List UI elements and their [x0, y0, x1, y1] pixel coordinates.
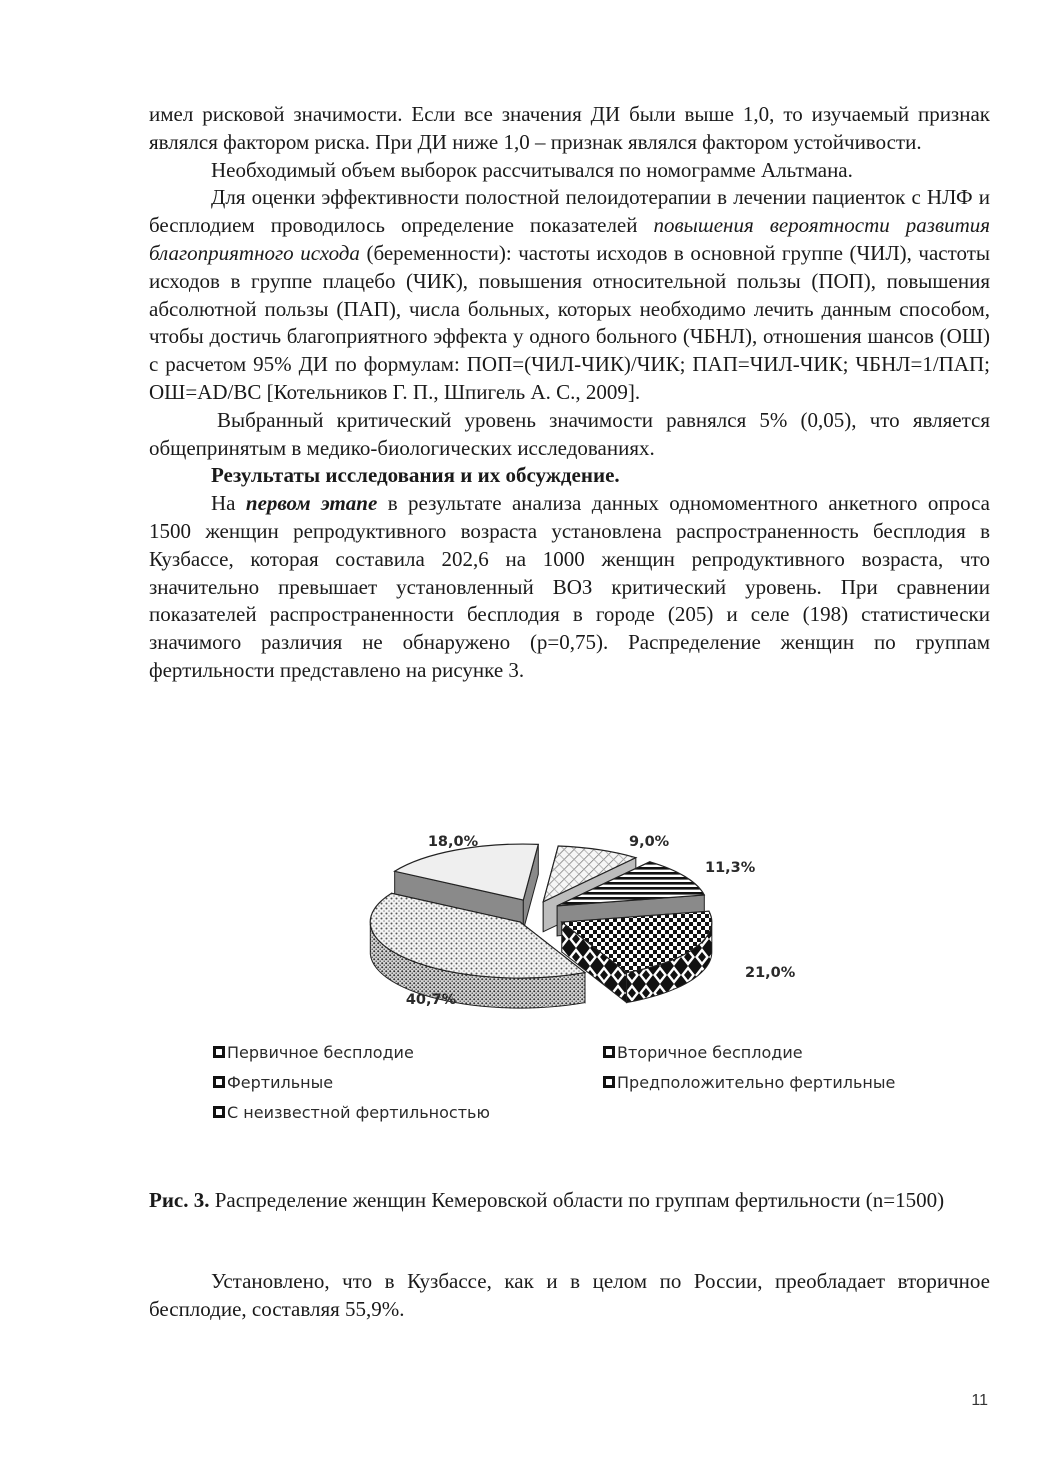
- legend-item-2: [603, 1043, 803, 1062]
- legend-item-3: [213, 1073, 333, 1092]
- paragraph-first-stage-start: На: [211, 491, 246, 516]
- paragraph-efficiency: [149, 184, 990, 406]
- legend-swatch-inner: [216, 1049, 222, 1055]
- legend-item-5: [213, 1103, 490, 1122]
- legend-swatch-inner: [606, 1049, 612, 1055]
- paragraph-efficiency-start: Для оценки эффективности полостной пелоидотерапии в лечении пациенток с НЛФ и бесплодием проводилось определение показателей: [149, 185, 990, 238]
- figure-caption: [149, 1187, 990, 1215]
- page-number: 11: [971, 1392, 988, 1409]
- paragraph-first-stage-end: в результате анализа данных одномоментного анкетного опроса 1500 женщин репродуктивного возраста установлена распространенность бесплодия в Кузбассе, которая составила 202,6 на 1000 женщин репродуктивного возраста, что значительно превышает установленный ВОЗ критический уровень. При сравнении показателей распространенности бесплодия в городе (205) и селе (198) статистически значимого различия не обнаружено (p=0,75). Распределение женщин по группам фертильности представлено на рисунке 3.: [149, 491, 990, 682]
- figure-caption-text: Распределение женщин Кемеровской области по группам фертильности (n=1500): [209, 1188, 945, 1212]
- pie-value-label-5: 18,0%: [427, 834, 479, 850]
- legend-label: Предположительно фертильные: [617, 1073, 896, 1092]
- legend-label: Первичное бесплодие: [227, 1043, 414, 1062]
- legend-item-4: [603, 1073, 895, 1092]
- legend-label: С неизвестной фертильностью: [227, 1103, 490, 1122]
- paragraph-conclusion: Установлено, что в Кузбассе, как и в целом по России, преобладает вторичное бесплодие, составляя 55,9%.: [149, 1269, 990, 1321]
- fertility-pie-chart: [205, 822, 965, 1132]
- figure-caption-label: Рис. 3.: [149, 1188, 210, 1212]
- legend-label: Вторичное бесплодие: [617, 1043, 803, 1062]
- paragraph-significance-level: Выбранный критический уровень значимости равнялся 5% (0,05), что является общепринятым в медико-биологических исследованиях.: [149, 407, 990, 460]
- chart-legend: [213, 1043, 895, 1122]
- legend-swatch-inner: [216, 1079, 222, 1085]
- legend-swatch-inner: [606, 1079, 612, 1085]
- paragraph-efficiency-italic: повышения вероятности развития благоприятного исхода: [149, 213, 990, 265]
- paragraph-sample-size: Необходимый объем выборок рассчитывался по номограмме Альтмана.: [211, 157, 853, 182]
- pie-value-label-1: 9,0%: [629, 834, 670, 850]
- pie-value-label-2: 11,3%: [705, 860, 756, 876]
- paragraph-first-stage-emphasis: первом этапе: [245, 491, 378, 516]
- final-text: [149, 1268, 990, 1324]
- legend-label: Фертильные: [227, 1073, 334, 1092]
- legend-swatch-inner: [216, 1109, 222, 1115]
- legend-item-1: [213, 1043, 414, 1062]
- paragraph-first-stage: [149, 490, 990, 685]
- paragraph-efficiency-end: (беременности): частоты исходов в основной группе (ЧИЛ), частоты исходов в группе плацебо (ЧИК), повышения относительной пользы (ПОП), повышения абсолютной пользы (ПАП), числа больных, которых необходимо лечить данным способом, чтобы достичь благоприятного эффекта у одного больного (ЧБНЛ), отношения шансов (ОШ) с расчетом 95% ДИ по формулам: ПОП=(ЧИЛ-ЧИК)/ЧИК; ПАП=ЧИЛ-ЧИК; ЧБНЛ=1/ПАП; ОШ=AD/BC [Котельников Г. П., Шпигель А. С., 2009].: [149, 240, 990, 404]
- section-heading: Результаты исследования и их обсуждение.: [211, 463, 620, 488]
- paragraph-confidence-interval: имел рисковой значимости. Если все значения ДИ были выше 1,0, то изучаемый признак являлся фактором риска. При ДИ ниже 1,0 – признак являлся фактором устойчивости.: [149, 102, 990, 154]
- pie-value-label-4: 40,7%: [405, 992, 457, 1008]
- pie-value-label-3: 21,0%: [745, 965, 796, 981]
- body-text: [149, 101, 990, 685]
- pie-slices: [370, 844, 712, 1008]
